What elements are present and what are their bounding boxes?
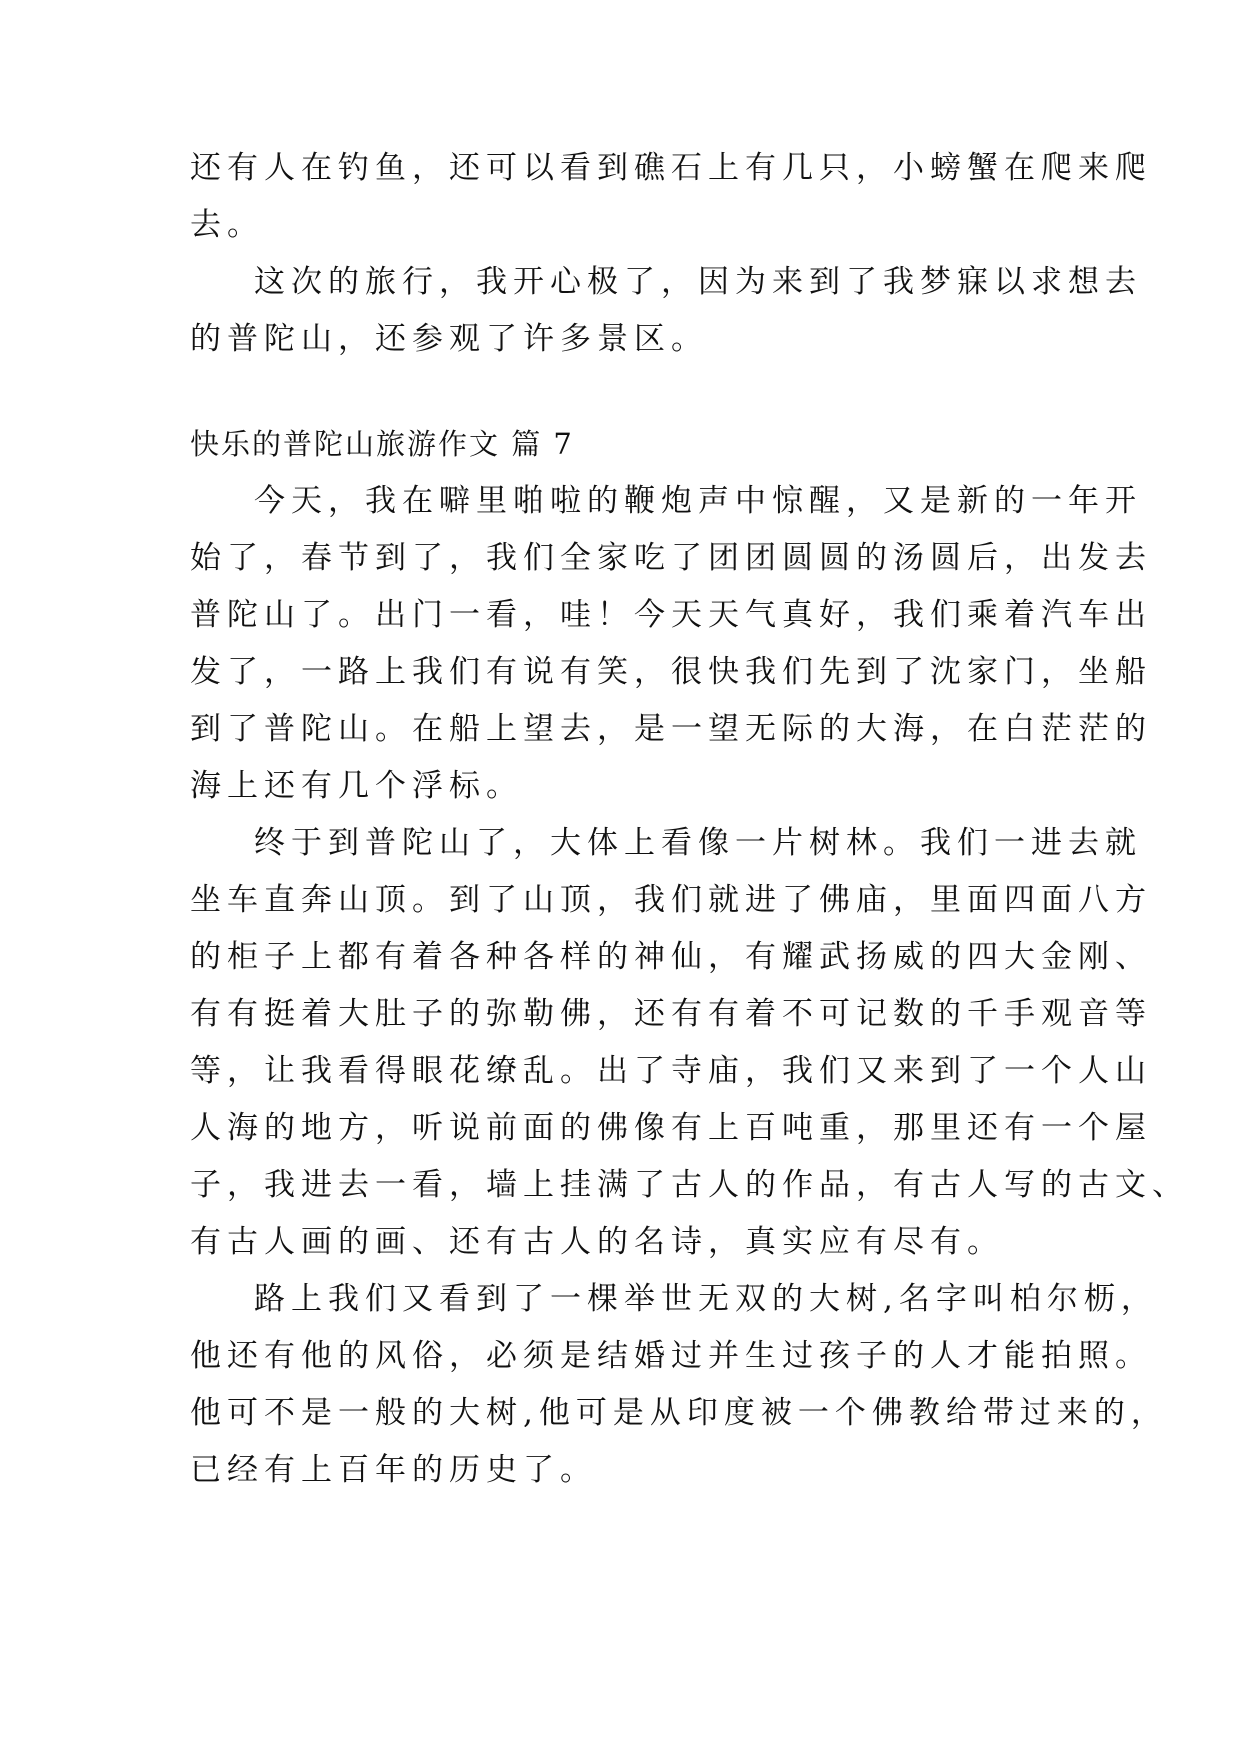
text-line: 始了，春节到了，我们全家吃了团团圆圆的汤圆后，出发去 bbox=[190, 540, 1152, 576]
text-line: 他还有他的风俗，必须是结婚过并生过孩子的人才能拍照。 bbox=[190, 1338, 1152, 1374]
text-line: 等，让我看得眼花缭乱。出了寺庙，我们又来到了一个人山 bbox=[190, 1053, 1152, 1089]
text-line: 他可不是一般的大树,他可是从印度被一个佛教给带过来的， bbox=[190, 1395, 1168, 1431]
text-line: 还有人在钓鱼，还可以看到礁石上有几只，小螃蟹在爬来爬 bbox=[190, 150, 1152, 186]
text-line: 有有挺着大肚子的弥勒佛，还有有着不可记数的千手观音等 bbox=[190, 996, 1152, 1032]
section-heading: 快乐的普陀山旅游作文 篇 7 bbox=[190, 427, 574, 461]
text-line: 今天，我在噼里啪啦的鞭炮声中惊醒，又是新的一年开 bbox=[254, 483, 1142, 519]
text-line: 的普陀山，还参观了许多景区。 bbox=[190, 321, 708, 357]
text-line: 坐车直奔山顶。到了山顶，我们就进了佛庙，里面四面八方 bbox=[190, 882, 1152, 918]
text-line: 子，我进去一看，墙上挂满了古人的作品，有古人写的古文、 bbox=[190, 1167, 1189, 1203]
text-line: 有古人画的画、还有古人的名诗，真实应有尽有。 bbox=[190, 1224, 1004, 1260]
text-line: 终于到普陀山了，大体上看像一片树林。我们一进去就 bbox=[254, 825, 1142, 861]
text-line: 到了普陀山。在船上望去，是一望无际的大海，在白茫茫的 bbox=[190, 711, 1152, 747]
text-line: 人海的地方，听说前面的佛像有上百吨重，那里还有一个屋 bbox=[190, 1110, 1152, 1146]
text-line: 海上还有几个浮标。 bbox=[190, 768, 523, 804]
text-line: 普陀山了。出门一看，哇！今天天气真好，我们乘着汽车出 bbox=[190, 597, 1152, 633]
text-line: 这次的旅行，我开心极了，因为来到了我梦寐以求想去 bbox=[254, 264, 1142, 300]
text-line: 已经有上百年的历史了。 bbox=[190, 1452, 597, 1488]
text-line: 去。 bbox=[190, 207, 264, 243]
text-line: 发了，一路上我们有说有笑，很快我们先到了沈家门，坐船 bbox=[190, 654, 1152, 690]
text-line: 路上我们又看到了一棵举世无双的大树,名字叫柏尔枥， bbox=[254, 1281, 1158, 1317]
text-line: 的柜子上都有着各种各样的神仙，有耀武扬威的四大金刚、 bbox=[190, 939, 1152, 975]
